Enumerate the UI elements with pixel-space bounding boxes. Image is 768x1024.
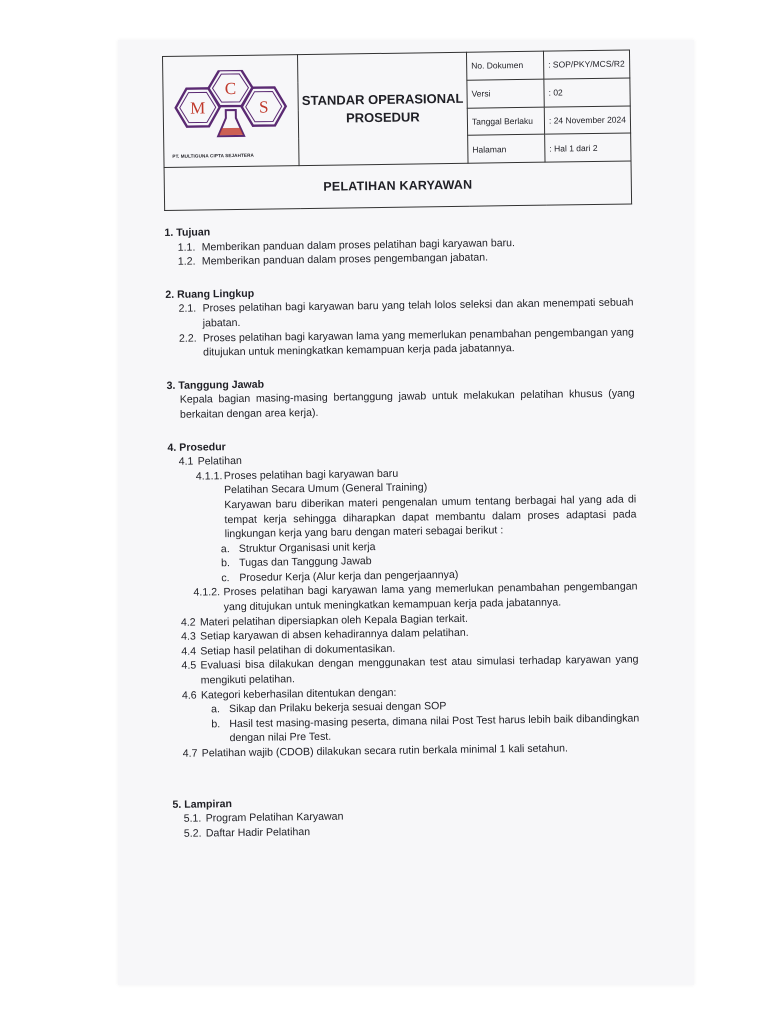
section-heading: 2. Ruang Lingkup <box>165 287 255 301</box>
sop-title-cell <box>297 52 468 165</box>
item-letter: b. <box>211 718 221 731</box>
section-prosedur <box>167 434 639 762</box>
item-number: 4.2 <box>180 616 196 629</box>
subheading: Pelatihan Secara Umum (General Training) <box>223 481 428 497</box>
item-number: 4.4 <box>181 645 197 658</box>
item-text: Proses pelatihan bagi karyawan lama yang memerlukan penambahan pengembangan yang ditujukan untuk meningkatkan kemampuan kerja pada jabatannya. <box>223 580 638 614</box>
meta-value-no-dokumen: : SOP/PKY/MCS/R2 <box>543 50 629 79</box>
section-heading: 1. Tujuan <box>164 226 211 239</box>
company-name: PT. MULTIGUNA CIPTA SEJAHTERA <box>172 152 254 159</box>
item-number: 1.2. <box>177 255 196 268</box>
item-text: Struktur Organisasi unit kerja <box>238 540 376 555</box>
sop-title-line1: STANDAR OPERASIONAL <box>301 90 464 109</box>
document-header-table <box>162 49 632 211</box>
paragraph: Karyawan baru diberikan materi pengenalan umum tentang berbagai hal yang ada di tempat kerja sehingga diharapkan dapat membantu dalam proses adaptasi pada lingkungan kerja yang baru dengan materi sebagai berikut : <box>224 493 637 541</box>
item-number: 2.2. <box>178 332 197 345</box>
section-ruang-lingkup <box>165 281 634 360</box>
mcs-logo-icon <box>169 69 292 145</box>
item-number: 5.2. <box>183 827 202 840</box>
item-text: Tugas dan Tanggung Jawab <box>239 555 372 570</box>
item-text: Proses pelatihan bagi karyawan baru <box>223 467 399 482</box>
meta-value-versi: : 02 <box>544 78 630 107</box>
sop-title-line2: PROSEDUR <box>345 109 420 126</box>
item-text: Pelatihan wajib (CDOB) dilakukan secara rutin berkala minimal 1 kali setahun. <box>201 742 569 760</box>
meta-value-tanggal: : 24 November 2024 <box>544 105 630 134</box>
item-number: 4.5 <box>181 660 197 673</box>
meta-label-versi: Versi <box>467 79 544 108</box>
document-title: PELATIHAN KARYAWAN <box>164 161 632 211</box>
meta-label-tanggal: Tanggal Berlaku <box>467 107 544 136</box>
section-heading: 3. Tanggung Jawab <box>166 378 265 392</box>
logo-cell <box>163 55 300 168</box>
item-text: Pelatihan <box>197 455 242 468</box>
item-number: 4.1.1. <box>195 469 223 483</box>
item-number: 4.3 <box>181 630 196 644</box>
logo-letter-c: C <box>224 78 237 99</box>
item-text: Memberikan panduan dalam proses pengembangan jabatan. <box>201 251 489 268</box>
meta-label-no-dokumen: No. Dokumen <box>466 51 543 80</box>
logo-letter-s: S <box>258 97 269 117</box>
item-text: Prosedur Kerja (Alur kerja dan pengerjaannya) <box>239 568 459 584</box>
item-number: 4.1.2. <box>193 586 221 600</box>
item-number: 1.1. <box>177 241 196 254</box>
item-text: Proses pelatihan bagi karyawan baru yang telah lolos seleksi dan akan menempati sebuah jabatan. <box>202 296 634 330</box>
section-tanggung-jawab <box>167 372 636 422</box>
item-text: Hasil test masing-masing peserta, dimana nilai Post Test harus lebih baik dibandingkan dengan nilai Pre Test. <box>229 712 640 745</box>
item-text: Proses pelatihan bagi karyawan lama yang memerlukan penambahan pengembangan yang ditujukan untuk meningkatkan kemampuan kerja pada jabatannya. <box>202 326 634 359</box>
sop-document <box>162 49 641 841</box>
item-text: Evaluasi bisa dilakukan dengan menggunakan test atau simulasi terhadap karyawan yang mengikuti pelatihan. <box>200 653 639 687</box>
logo-letter-m: M <box>190 98 206 118</box>
item-letter: c. <box>221 571 230 585</box>
item-text: Program Pelatihan Karyawan <box>205 810 344 825</box>
list-item <box>166 325 634 361</box>
item-text: Materi pelatihan dipersiapkan oleh Kepala Bagian terkait. <box>199 612 468 629</box>
item-number: 4.1 <box>178 455 194 468</box>
item-letter: a. <box>220 542 230 555</box>
paragraph: Kepala bagian masing-masing bertanggung jawab untuk melakukan pelatihan khusus (yang berkaitan dengan area kerja). <box>179 387 635 421</box>
item-number: 5.1. <box>183 812 202 825</box>
item-letter: a. <box>211 703 221 716</box>
item-number: 4.7 <box>182 747 198 760</box>
section-tujuan <box>164 219 633 269</box>
item-text: Memberikan panduan dalam proses pelatihan bagi karyawan baru. <box>201 236 516 254</box>
section-heading: 5. Lampiran <box>172 797 232 811</box>
item-text: Kategori keberhasilan ditentukan dengan: <box>200 686 397 702</box>
section-heading: 4. Prosedur <box>167 440 226 454</box>
section-lampiran <box>172 791 641 841</box>
item-text: Daftar Hadir Pelatihan <box>205 825 311 840</box>
item-text: Setiap karyawan di absen kehadirannya dalam pelatihan. <box>200 627 469 643</box>
item-number: 4.6 <box>181 689 197 702</box>
meta-label-halaman: Halaman <box>468 134 545 163</box>
document-body <box>164 219 641 841</box>
meta-value-halaman: : Hal 1 dari 2 <box>545 133 631 162</box>
item-text: Sikap dan Prilaku bekerja sesuai dengan SOP <box>229 700 447 716</box>
item-text: Setiap hasil pelatihan di dokumentasikan. <box>200 642 396 658</box>
item-letter: b. <box>221 557 231 570</box>
item-number: 2.1. <box>178 302 197 316</box>
